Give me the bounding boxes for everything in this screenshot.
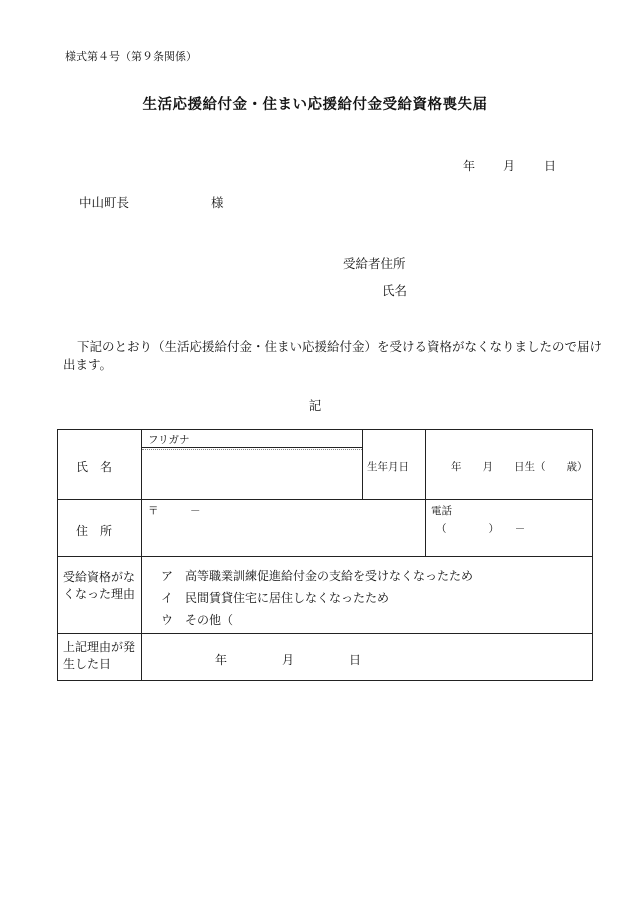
form-number: 様式第４号（第９条関係）	[65, 50, 197, 63]
occurred-year-label: 年	[215, 653, 228, 667]
applicant-name-label: 氏名	[382, 283, 408, 298]
furigana-label: フリガナ	[148, 434, 190, 446]
furigana-dotted-line	[142, 449, 362, 450]
reason-label: 受給資格がなくなった理由	[63, 570, 136, 601]
addressee-mayor: 中山町長	[79, 195, 130, 210]
name-birth-divider	[362, 430, 363, 499]
row-divider	[58, 556, 592, 557]
reason-option-a[interactable]: ア 高等職業訓練促進給付金の支給を受けなくなったため	[161, 569, 474, 583]
name-field[interactable]	[143, 451, 361, 498]
label-column-divider	[141, 430, 142, 680]
date-year-label: 年	[463, 159, 476, 173]
occurred-month-label: 月	[282, 653, 295, 667]
reason-option-i[interactable]: イ 民間賃貸住宅に居住しなくなったため	[161, 591, 390, 605]
applicant-address-label: 受給者住所	[343, 256, 406, 271]
addressee-honorific: 様	[211, 195, 224, 210]
phone-field[interactable]: （ ） －	[436, 523, 526, 535]
postal-code-field[interactable]: 〒 －	[148, 505, 201, 517]
birth-value-divider	[425, 430, 426, 556]
birthdate-label: 生年月日	[367, 461, 409, 473]
date-day-label: 日	[544, 159, 557, 173]
ki-heading: 記	[308, 398, 322, 413]
furigana-divider	[142, 447, 362, 448]
name-label: 氏 名	[76, 460, 113, 474]
row-divider	[58, 499, 592, 500]
row-divider	[58, 633, 592, 634]
body-text: 下記のとおり（生活応援給付金・住まい応援給付金）を受ける資格がなくなりましたので届け出ます。	[63, 339, 603, 372]
address-label: 住 所	[76, 524, 113, 538]
phone-label: 電話	[431, 505, 452, 517]
form-table	[57, 429, 593, 681]
occurred-label: 上記理由が発生した日	[63, 640, 136, 671]
reason-option-u[interactable]: ウ その他（	[161, 613, 234, 627]
document-title: 生活応援給付金・住まい応援給付金受給資格喪失届	[142, 96, 488, 113]
date-month-label: 月	[503, 159, 516, 173]
birthdate-field[interactable]: 年 月 日生（ 歳）	[451, 461, 588, 473]
occurred-day-label: 日	[349, 653, 362, 667]
